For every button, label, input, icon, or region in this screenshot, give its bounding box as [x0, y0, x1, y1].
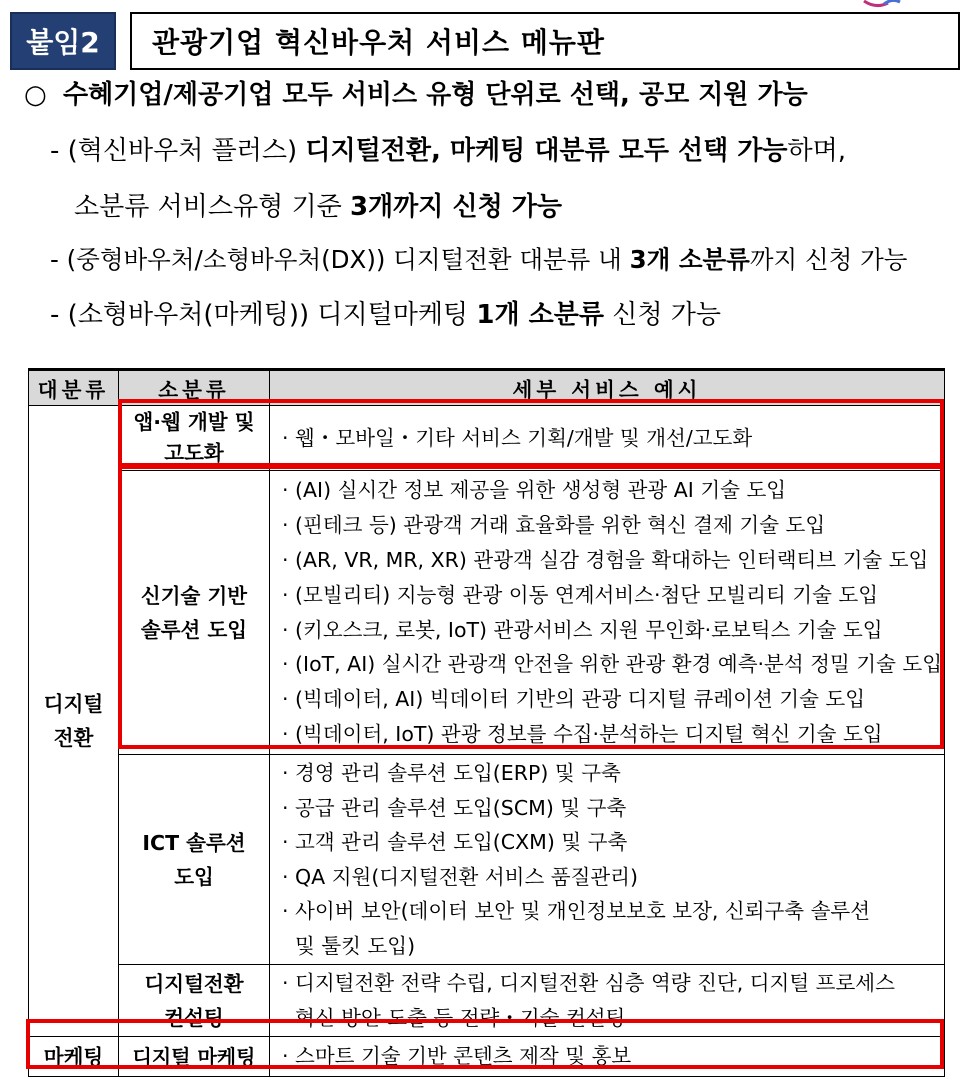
- details-digital-marketing: · 스마트 기술 기반 콘텐츠 제작 및 홍보: [270, 1037, 945, 1077]
- intro-line-3: 소분류 서비스유형 기준 3개까지 신청 가능: [74, 192, 562, 222]
- header-sub-category: 소분류: [119, 370, 270, 406]
- table-row: [29, 755, 945, 965]
- highlight-box-marketing: [26, 1019, 944, 1069]
- details-new-tech: · (AI) 실시간 정보 제공을 위한 생성형 관광 AI 기술 도입 · (핀테크 등) 관광객 거래 효율화를 위한 혁신 결제 기술 도입 · (AR, VR, MR, XR) 관광객 실감 경험을 확대하는 인터랙티브 기술 도입 · (모빌리티) 지능형 관광 이동 연계서비스·첨단 모빌리티 기술 도입 · (키오스크, 로봇, IoT) 관광서비스 지원 무인화·로보틱스 기술 도입 · (IoT, AI) 실시간 관광객 안전을 위한 관광 환경 예측·분석 정밀 기술 도입 · (빅데이터, AI) 빅데이터 기반의 관광 디지털 큐레이션 기술 도입 · (빅데이터, IoT) 관광 정보를 수집·분석하는 디지털 혁신 기술 도입: [270, 471, 945, 755]
- header-service-examples: 세부 서비스 예시: [270, 370, 945, 406]
- intro-line-2: - (혁신바우처 플러스) 디지털전환, 마케팅 대분류 모두 선택 가능하며,: [50, 136, 847, 166]
- category-digital-transformation: 디지털 전환: [29, 406, 119, 1037]
- logo-swirl-decoration: [862, 0, 902, 8]
- attachment-tag: 붙임2: [10, 12, 116, 70]
- highlight-box-new-tech: [118, 465, 944, 749]
- intro-line-1: ○ 수혜기업/제공기업 모두 서비스 유형 단위로 선택, 공모 지원 가능: [24, 80, 808, 110]
- details-app-web: · 웹・모바일・기타 서비스 기획/개발 및 개선/고도화: [270, 406, 945, 471]
- bullet-icon: ○: [24, 80, 47, 110]
- intro-line-4: - (중형바우처/소형바우처(DX)) 디지털전환 대분류 내 3개 소분류까지 신청 가능: [50, 245, 908, 274]
- document-header: [10, 12, 960, 70]
- intro-line-5: - (소형바우처(마케팅)) 디지털마케팅 1개 소분류 신청 가능: [50, 300, 721, 330]
- sub-new-tech: 신기술 기반 솔루션 도입: [119, 471, 270, 755]
- sub-consulting: 디지털전환 컨설팅: [119, 965, 270, 1037]
- sub-app-web: 앱·웹 개발 및 고도화: [119, 406, 270, 471]
- sub-digital-marketing: 디지털 마케팅: [119, 1037, 270, 1077]
- sub-ict: ICT 솔루션 도입: [119, 755, 270, 965]
- category-marketing: 마케팅: [29, 1037, 119, 1077]
- details-ict: · 경영 관리 솔루션 도입(ERP) 및 구축 · 공급 관리 솔루션 도입(SCM) 및 구축 · 고객 관리 솔루션 도입(CXM) 및 구축 · QA 지원(디지털전환 서비스 품질관리) · 사이버 보안(데이터 보안 및 개인정보보호 보장, 신뢰구축 솔루션 및 툴킷 도입): [270, 755, 945, 965]
- document-title: 관광기업 혁신바우처 서비스 메뉴판: [130, 12, 960, 70]
- details-consulting: · 디지털전환 전략 수립, 디지털전환 심층 역량 진단, 디지털 프로세스 혁신 방안 도출 등 전략・기술 컨설팅: [270, 965, 945, 1037]
- highlight-box-app-web: [118, 399, 944, 467]
- header-major-category: 대분류: [29, 370, 119, 406]
